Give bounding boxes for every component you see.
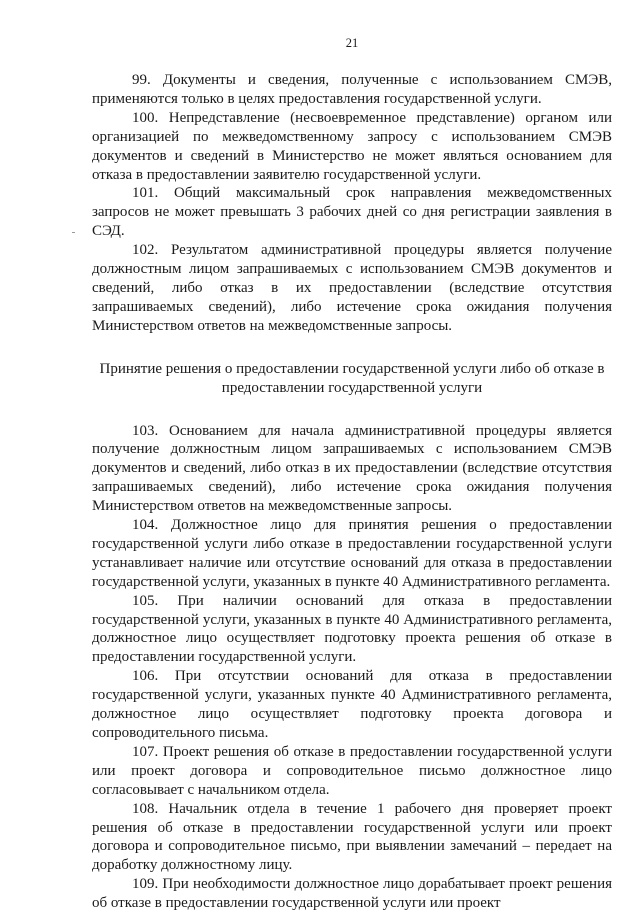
page-number: 21 [345, 36, 359, 50]
paragraph-99: 99. Документы и сведения, полученные с использованием СМЭВ, применяются только в целях предоставления государственной услуги. [92, 72, 612, 107]
paragraph-105: 105. При наличии оснований для отказа в предоставлении государственной услуги, указанных в пункте 40 Административного регламента, должностное лицо осуществляет подготовку проекта решения об отказе в предоставлении государственной услуги. [92, 592, 612, 666]
paragraph-101: 101. Общий максимальный срок направления межведомственных запросов не может превышать 3 рабочих дней со дня регистрации заявления в СЭД. [92, 185, 612, 240]
paragraph-107: 107. Проект решения об отказе в предоставлении государственной услуги или проект договора и сопроводительное письмо должностное лицо согласовывает с начальником отдела. [92, 743, 612, 798]
spacer [92, 336, 612, 360]
paragraph-108: 108. Начальник отдела в течение 1 рабочего дня проверяет проект решения об отказе в предоставлении государственной услуги или проект договора и сопроводительное письмо, при выявлении замечаний – передает на доработку должностному лицу. [92, 800, 612, 874]
spacer [92, 398, 612, 422]
paragraph-103: 103. Основанием для начала административной процедуры является получение должностным лицом запрашиваемых с использованием СМЭВ документов и сведений, либо отказ в их предоставлении (вследствие отсутствия запрашиваемых сведений), либо истечение срока ожидания получения Министерством ответов на межведомственные запросы. [92, 422, 612, 515]
paragraph-102: 102. Результатом административной процедуры является получение должностным лицом запрашиваемых с использованием СМЭВ документов и сведений, либо отказ в их предоставлении (вследствие отсутствия запрашиваемых сведений), либо истечение срока ожидания получения Министерством ответов на межведомственные запросы. [92, 242, 612, 334]
paragraph-100: 100. Непредставление (несвоевременное представление) органом или организацией по межведомственному запросу с использованием СМЭВ документов и сведений в Министерство не может являться основанием для отказа в предоставлении заявителю государственной услуги. [92, 109, 612, 183]
paragraph-106: 106. При отсутствии оснований для отказа в предоставлении государственной услуги, указанных пункте 40 Административного регламента, должностное лицо осуществляет подготовку проекта договора и сопроводительного письма. [92, 668, 612, 741]
paragraph-104: 104. Должностное лицо для принятия решения о предоставлении государственной услуги либо отказе в предоставлении государственной услуги устанавливает наличие или отсутствие оснований для отказа в предоставлении государственной услуги, указанных в пункте 40 Административного регламента. [92, 517, 612, 590]
scan-mark [72, 232, 75, 233]
section-heading: Принятие решения о предоставлении государственной услуги либо об отказе в предоставлении государственной услуги [99, 360, 605, 396]
paragraph-109: 109. При необходимости должностное лицо дорабатывает проект решения об отказе в предоставлении государственной услуги или проект [92, 876, 612, 912]
